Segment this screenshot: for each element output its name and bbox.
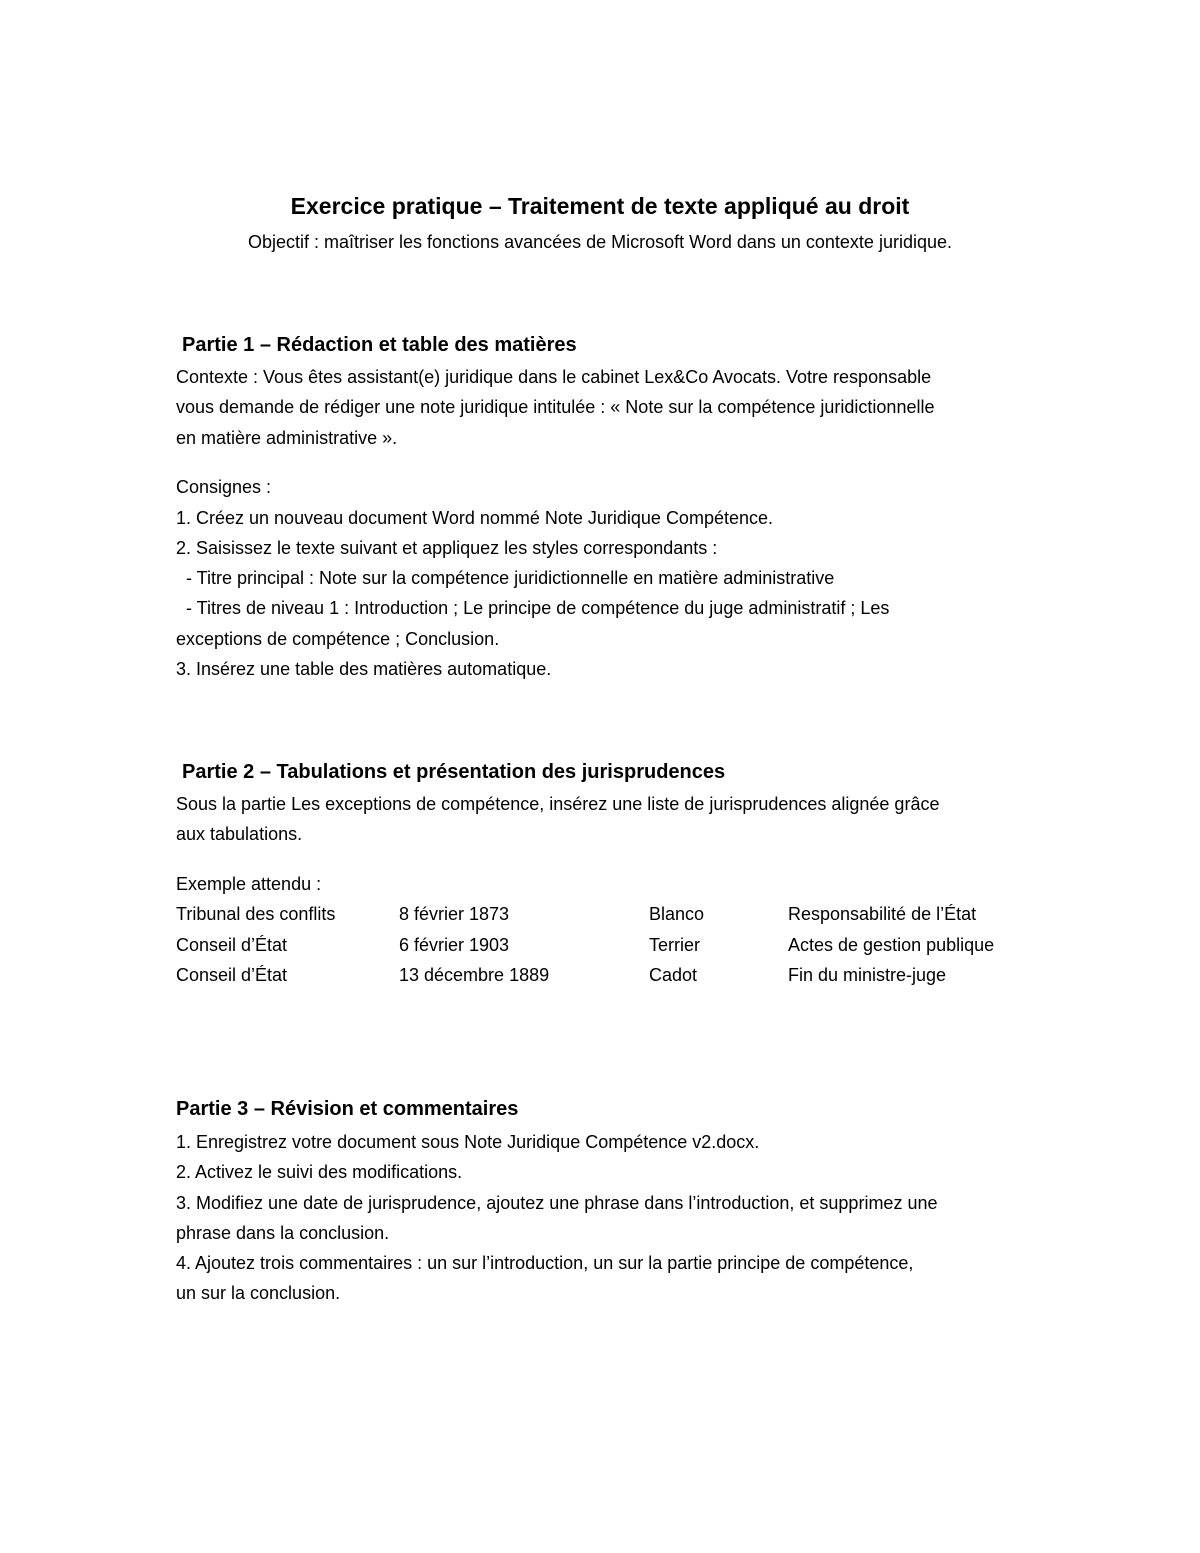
document-title: Exercice pratique – Traitement de texte appliqué au droit <box>290 193 910 219</box>
part1-context-line: en matière administrative ». <box>176 428 398 448</box>
part3-step: 3. Modifiez une date de jurisprudence, ajoutez une phrase dans l’introduction, et supprimez une <box>176 1193 938 1213</box>
case-name-cell: Blanco <box>649 904 705 924</box>
case-name-cell: Terrier <box>649 935 701 955</box>
principle-cell: Fin du ministre-juge <box>788 965 947 985</box>
part2-intro-line: aux tabulations. <box>176 824 303 844</box>
part1-substep: - Titres de niveau 1 : Introduction ; Le principe de compétence du juge administratif ; Les <box>186 598 890 618</box>
date-cell: 6 février 1903 <box>399 935 510 955</box>
part1-heading: Partie 1 – Rédaction et table des matières <box>182 334 577 356</box>
part1-context-line: Contexte : Vous êtes assistant(e) juridique dans le cabinet Lex&Co Avocats. Votre responsable <box>176 367 932 387</box>
part1-step: 2. Saisissez le texte suivant et appliquez les styles correspondants : <box>176 538 718 558</box>
part1-step: 1. Créez un nouveau document Word nommé Note Juridique Compétence. <box>176 508 773 528</box>
part1-step: 3. Insérez une table des matières automatique. <box>176 659 552 679</box>
part2-heading: Partie 2 – Tabulations et présentation des jurisprudences <box>182 761 726 783</box>
part1-substep-continued: exceptions de compétence ; Conclusion. <box>176 629 500 649</box>
part3-step-continued: phrase dans la conclusion. <box>176 1223 390 1243</box>
case-name-cell: Cadot <box>649 965 698 985</box>
part1-instructions-label: Consignes : <box>176 477 272 497</box>
part1-substep: - Titre principal : Note sur la compétence juridictionnelle en matière administrative <box>186 568 835 588</box>
court-cell: Conseil d’État <box>176 965 288 985</box>
date-cell: 8 février 1873 <box>399 904 510 924</box>
part3-step-continued: un sur la conclusion. <box>176 1283 341 1303</box>
part1-context-line: vous demande de rédiger une note juridique intitulée : « Note sur la compétence juridictionnelle <box>176 397 935 417</box>
part3-step: 4. Ajoutez trois commentaires : un sur l’introduction, un sur la partie principe de compétence, <box>176 1253 914 1273</box>
principle-cell: Actes de gestion publique <box>788 935 995 955</box>
date-cell: 13 décembre 1889 <box>399 965 550 985</box>
court-cell: Tribunal des conflits <box>176 904 336 924</box>
court-cell: Conseil d’État <box>176 935 288 955</box>
part2-example-label: Exemple attendu : <box>176 874 322 894</box>
part3-heading: Partie 3 – Révision et commentaires <box>176 1098 519 1120</box>
principle-cell: Responsabilité de l’État <box>788 904 977 924</box>
part2-intro-line: Sous la partie Les exceptions de compétence, insérez une liste de jurisprudences alignée grâce <box>176 794 940 814</box>
part3-step: 1. Enregistrez votre document sous Note Juridique Compétence v2.docx. <box>176 1132 760 1152</box>
document-objective: Objectif : maîtriser les fonctions avancées de Microsoft Word dans un contexte juridique. <box>247 232 952 252</box>
part3-step: 2. Activez le suivi des modifications. <box>176 1162 463 1182</box>
